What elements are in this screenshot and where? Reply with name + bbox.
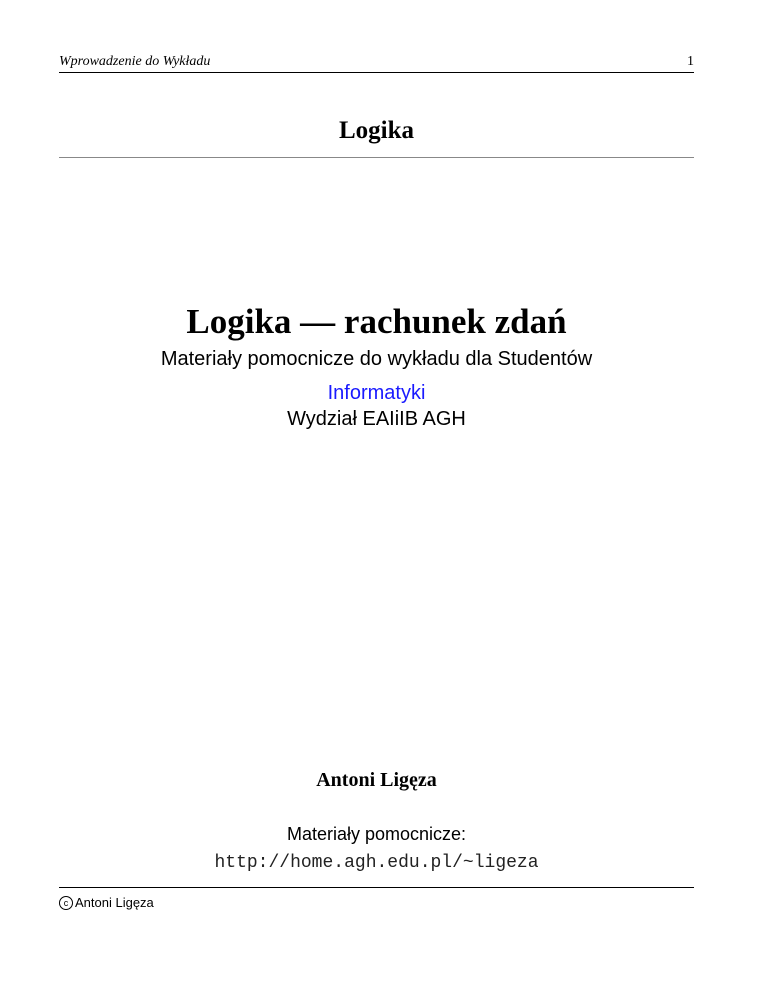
header-rule — [59, 72, 694, 73]
subtitle: Materiały pomocnicze do wykładu dla Studentów — [160, 348, 593, 370]
faculty: Wydział EAIiIB AGH — [287, 408, 466, 430]
copyright-icon: c — [59, 896, 73, 910]
footer-author: Antoni Ligęza — [75, 895, 154, 910]
footer — [59, 895, 154, 910]
page-title: Logika — rachunek zdań — [186, 302, 567, 341]
section-title: Logika — [338, 117, 415, 144]
materials-url: http://home.agh.edu.pl/~ligeza — [214, 853, 539, 873]
department-link[interactable]: Informatyki — [327, 382, 426, 404]
materials-label: Materiały pomocnicze: — [286, 824, 467, 844]
running-header: Wprowadzenie do Wykładu — [59, 54, 211, 69]
author-name: Antoni Ligęza — [316, 769, 437, 791]
section-rule — [59, 157, 694, 158]
page-number: 1 — [687, 54, 694, 69]
footer-rule — [59, 887, 694, 888]
department-line — [59, 382, 694, 405]
